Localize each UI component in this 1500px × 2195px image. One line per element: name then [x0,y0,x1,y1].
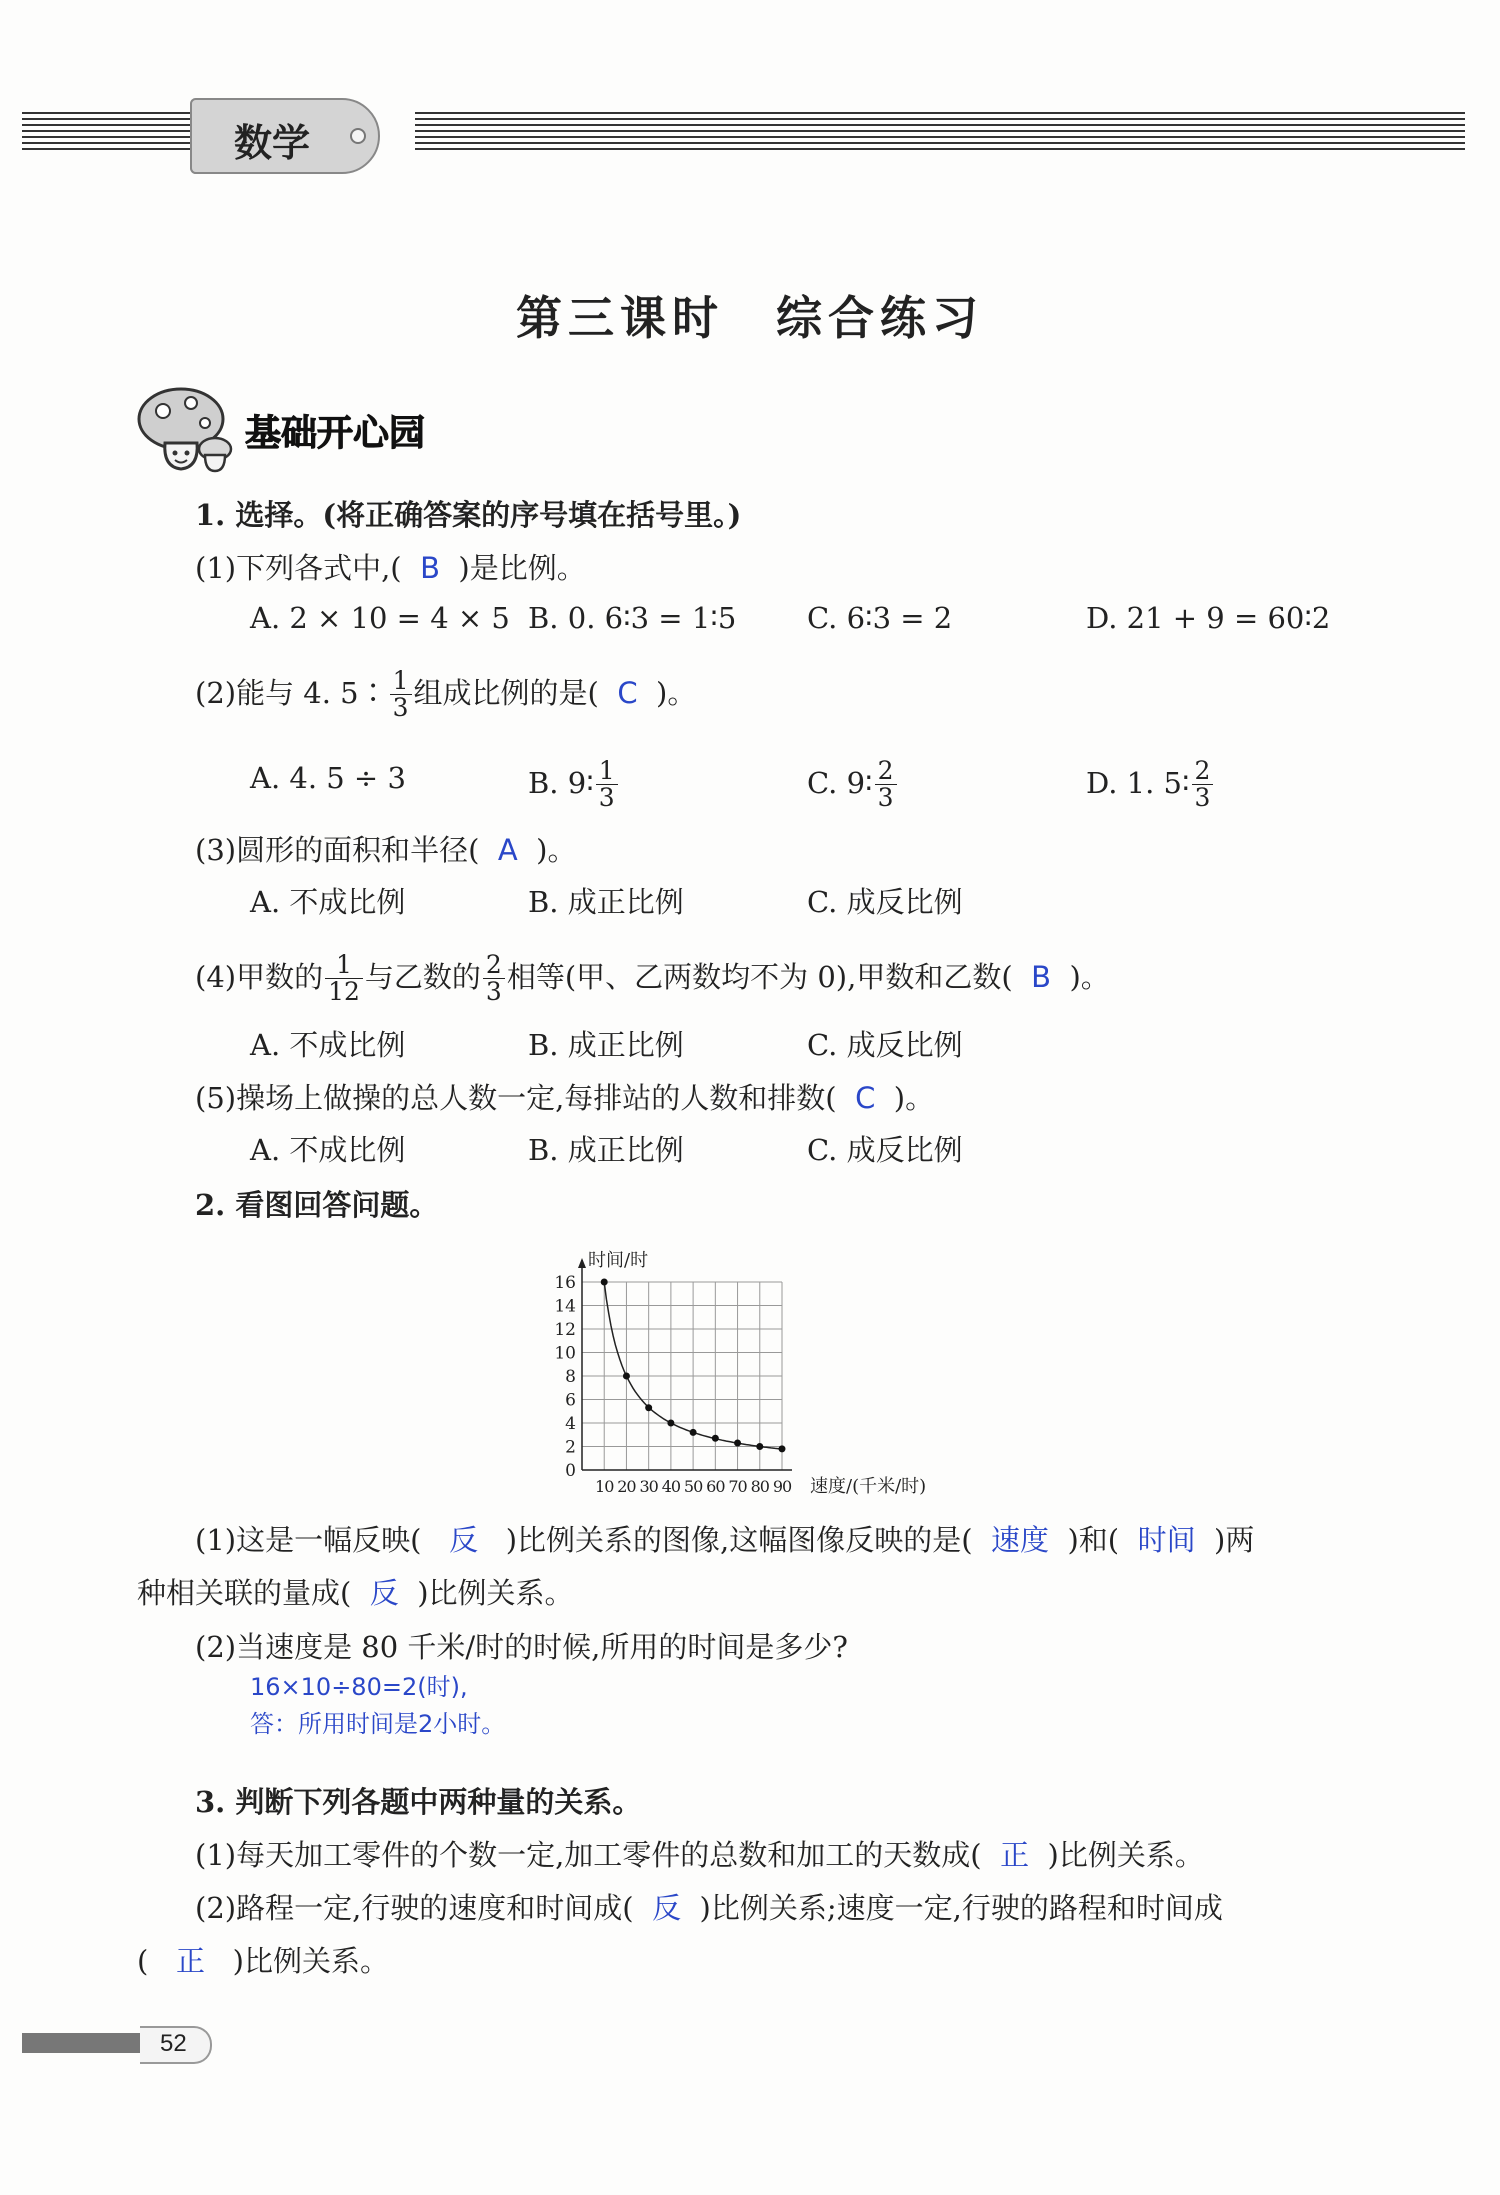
answer-q1-5: C [855,1081,876,1115]
answer-q2-1d: 反 [369,1576,399,1610]
q2-sub2: (2)当速度是 80 千米/时的时候,所用的时间是多少? [195,1630,848,1664]
y-tick-label: 12 [554,1320,576,1340]
q3-stem: 3. 判断下列各题中两种量的关系。 [195,1785,642,1819]
q1-5-option-c: C. 成反比例 [807,1133,963,1167]
q2-sub1-line2: 种相关联的量成( 反 )比例关系。 [137,1576,574,1610]
q1-3-option-b: B. 成正比例 [528,885,684,919]
x-tick-label: 50 [683,1477,703,1496]
page-number-tab [140,2026,212,2064]
q1-2-option-c: C. 9∶ $\frac{2}{3}$ [807,758,899,812]
x-tick-label: 80 [750,1477,769,1496]
q1-4-option-a: A. 不成比例 [250,1028,406,1062]
mushroom-icon [135,385,235,475]
lesson-title: 第三课时 综合练习 [516,291,984,345]
answer-q2-1b: 速度 [991,1523,1050,1557]
q1-sub5: (5)操场上做操的总人数一定,每排站的人数和排数( C )。 [195,1081,935,1115]
tab-hole-icon [350,128,366,144]
answer-q3-2b: 正 [175,1944,205,1978]
q1-4-option-c: C. 成反比例 [807,1028,963,1062]
q1-5-option-a: A. 不成比例 [250,1133,406,1167]
x-axis-label: 速度/(千米/时) [810,1476,927,1497]
answer-q3-1: 正 [1000,1838,1030,1872]
answer-q1-1: B [420,551,440,585]
q1-1-option-b: B. 0. 6∶3 = 1∶5 [528,601,737,635]
q1-sub1: (1)下列各式中,( B )是比例。 [195,551,586,585]
x-tick-label: 30 [639,1477,658,1496]
data-point [690,1429,697,1436]
y-tick-label: 2 [565,1437,576,1458]
y-axis-arrow-icon [578,1258,586,1268]
x-tick-label: 60 [706,1477,725,1496]
q2-sub2-calc: 16×10÷80=2(时), [250,1673,468,1701]
data-point [645,1404,652,1411]
data-point [712,1435,719,1442]
q1-2-option-a: A. 4. 5 ÷ 3 [250,761,406,795]
answer-q1-4: B [1031,959,1052,994]
fraction: $\frac{1}{3}$ [390,668,412,722]
q1-5-option-b: B. 成正比例 [528,1133,684,1167]
q3-sub2-line1: (2)路程一定,行驶的速度和时间成( 反 )比例关系;速度一定,行驶的路程和时间成 [195,1891,1223,1925]
subject-label: 数学 [234,121,311,165]
header-rule-right [415,112,1465,152]
section-title: 基础开心园 [245,413,426,454]
page-footer-bar [22,2033,144,2053]
q1-stem: 1. 选择。(将正确答案的序号填在括号里。) [195,498,742,532]
q1-sub4: (4)甲数的 $\frac{1}{12}$ 与乙数的 $\frac{2}{3}$ 相等(甲、乙两数均不为 0),甲数和乙数( B )。 [195,950,1110,1007]
y-tick-label: 4 [565,1414,576,1434]
data-point [601,1279,608,1286]
q1-2-option-b: B. 9∶ $\frac{1}{3}$ [528,758,620,812]
header-rule-left [22,112,192,152]
section-badge [135,385,455,475]
q1-3-option-c: C. 成反比例 [807,885,963,919]
x-tick-label: 90 [772,1477,792,1496]
q3-sub2-line2: ( 正 )比例关系。 [137,1944,389,1978]
y-tick-label: 0 [565,1461,576,1481]
q1-sub2: (2)能与 4. 5∶ $\frac{1}{3}$ 组成比例的是( C )。 [195,666,697,723]
inverse-proportion-chart [520,1230,980,1500]
q2-stem: 2. 看图回答问题。 [195,1188,439,1222]
q2-sub1-line1: (1)这是一幅反映( 反 )比例关系的图像,这幅图像反映的是( 速度 )和( 时间 )两 [195,1523,1255,1557]
answer-q1-3: A [497,833,518,867]
data-point [756,1443,763,1450]
data-point [667,1420,674,1427]
x-tick-label: 70 [728,1477,747,1496]
x-tick-label: 40 [661,1477,681,1496]
answer-q1-2: C [617,675,638,710]
y-axis-label: 时间/时 [588,1250,649,1271]
answer-q3-2a: 反 [652,1891,682,1925]
q1-1-option-d: D. 21 + 9 = 60∶2 [1086,601,1331,635]
q1-4-option-b: B. 成正比例 [528,1028,684,1062]
y-tick-label: 8 [565,1367,576,1387]
q1-sub3: (3)圆形的面积和半径( A )。 [195,833,577,867]
y-tick-label: 10 [554,1343,576,1364]
q2-sub2-answer: 答：所用时间是2小时。 [250,1710,506,1738]
q3-sub1: (1)每天加工零件的个数一定,加工零件的总数和加工的天数成( 正 )比例关系。 [195,1838,1204,1872]
x-tick-label: 20 [617,1477,636,1496]
data-point [779,1445,786,1452]
q1-2-option-d: D. 1. 5∶ $\frac{2}{3}$ [1086,758,1215,812]
data-point [623,1373,630,1380]
y-tick-label: 14 [554,1296,576,1317]
x-tick-label: 10 [595,1477,614,1496]
answer-q2-1c: 时间 [1137,1523,1196,1557]
answer-q2-1a: 反 [449,1523,479,1557]
q1-1-option-c: C. 6∶3 = 2 [807,601,953,635]
q1-3-option-a: A. 不成比例 [250,885,406,919]
y-tick-label: 16 [554,1273,576,1293]
y-tick-label: 6 [565,1390,576,1411]
subject-tab [190,98,380,174]
q1-1-option-a: A. 2 × 10 = 4 × 5 [250,601,510,635]
page-number: 52 [160,2030,187,2057]
data-point [734,1439,741,1446]
